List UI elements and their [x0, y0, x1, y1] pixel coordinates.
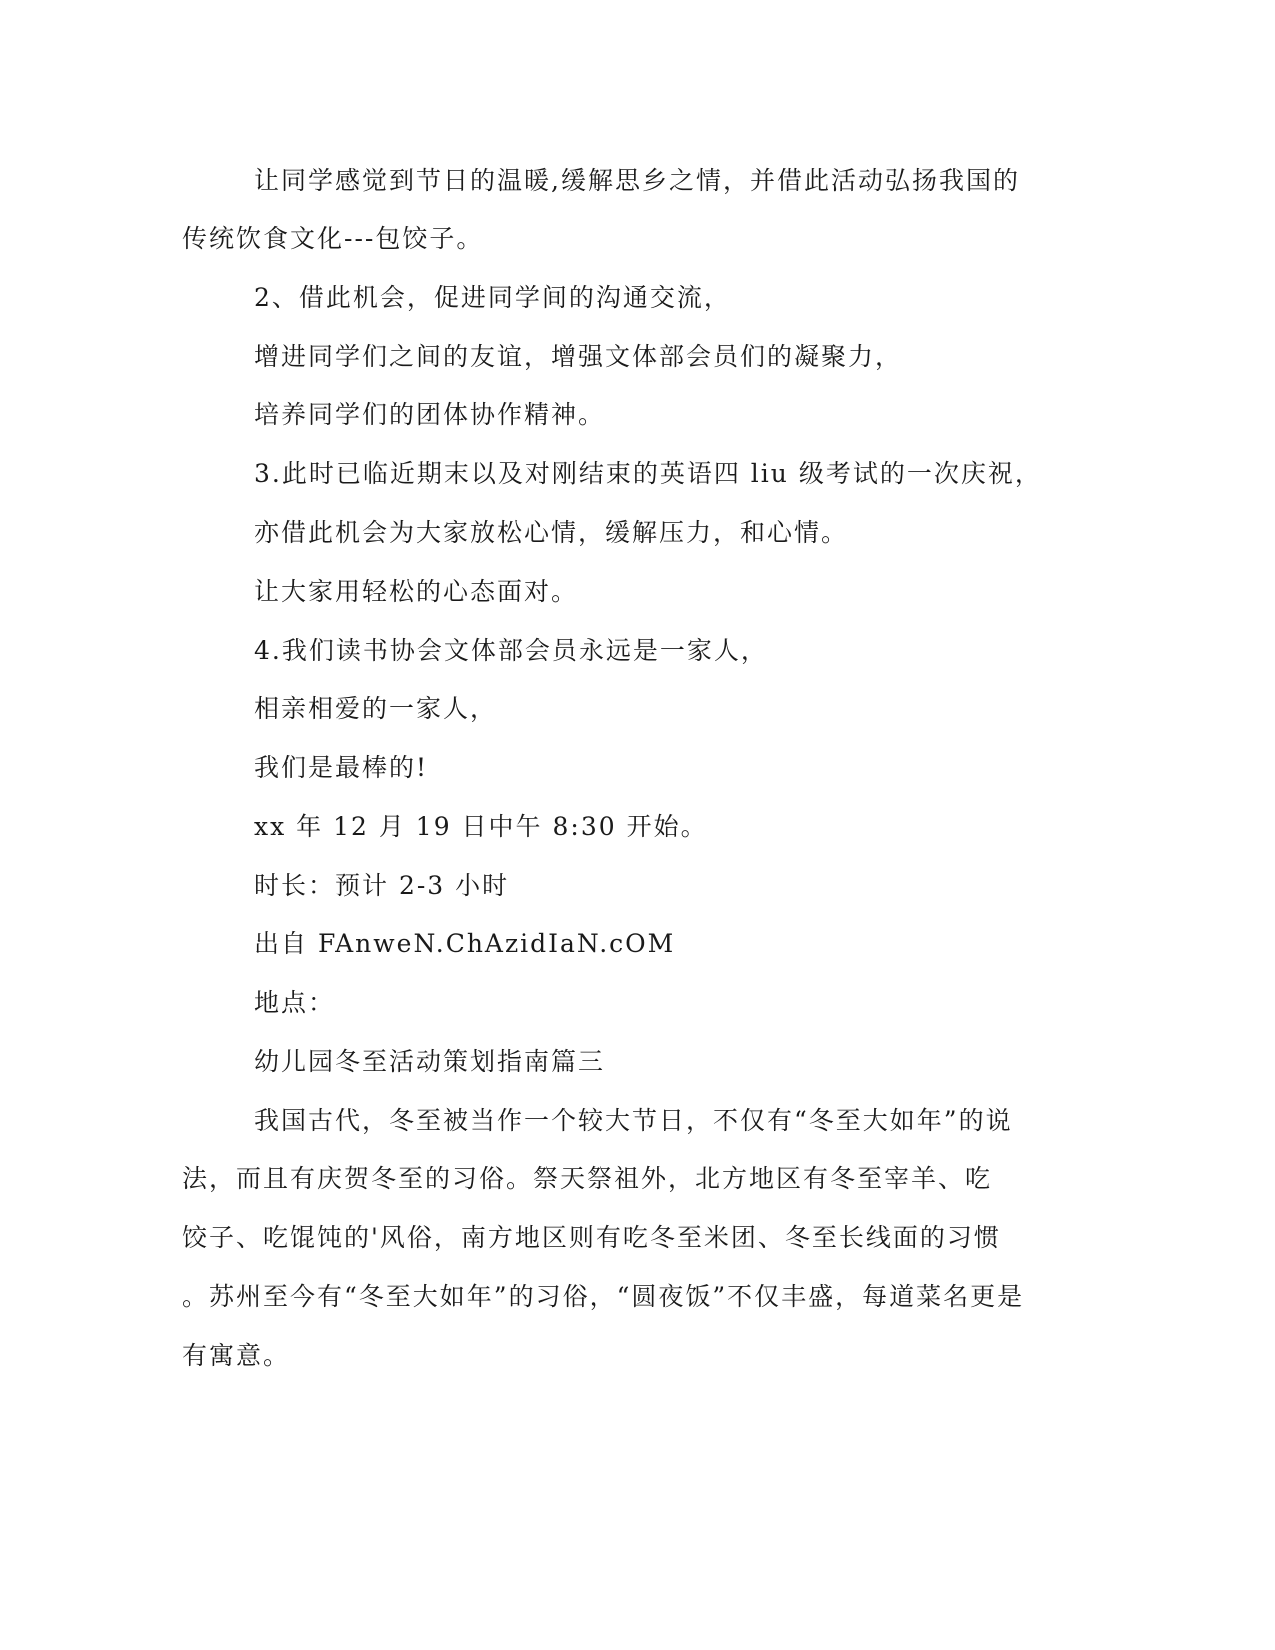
text-line: 3.此时已临近期末以及对刚结束的英语四 liu 级考试的一次庆祝， [254, 459, 1042, 488]
text-line: 让同学感觉到节日的温暖,缓解思乡之情，并借此活动弘扬我国的 [254, 166, 1020, 195]
text-line: 地点： [254, 988, 336, 1017]
text-line: 法，而且有庆贺冬至的习俗。祭天祭祖外，北方地区有冬至宰羊、吃 [182, 1164, 993, 1193]
text-line: 。苏州至今有“冬至大如年”的习俗，“圆夜饭”不仅丰盛，每道菜名更是 [182, 1282, 1025, 1311]
text-line: 相亲相爱的一家人， [254, 694, 498, 723]
text-line: 有寓意。 [182, 1341, 291, 1370]
text-line: 4.我们读书协会文体部会员永远是一家人， [254, 636, 768, 665]
text-line: 2、借此机会，促进同学间的沟通交流， [254, 283, 731, 312]
text-line: 我们是最棒的! [254, 753, 429, 782]
text-line: 让大家用轻松的心态面对。 [254, 577, 579, 606]
text-line: 培养同学们的团体协作精神。 [254, 400, 606, 429]
text-line: 增进同学们之间的友谊，增强文体部会员们的凝聚力， [254, 342, 903, 371]
text-line: 出自 FAnweN.ChAzidIaN.cOM [254, 929, 676, 958]
text-line: 我国古代，冬至被当作一个较大节日，不仅有“冬至大如年”的说 [254, 1106, 1013, 1135]
text-line: 饺子、吃馄饨的'风俗，南方地区则有吃冬至米团、冬至长线面的习惯 [182, 1223, 1001, 1252]
text-line: 亦借此机会为大家放松心情，缓解压力，和心情。 [254, 518, 849, 547]
text-line: xx 年 12 月 19 日中午 8:30 开始。 [254, 812, 708, 841]
section-heading: 幼儿园冬至活动策划指南篇三 [254, 1047, 606, 1076]
text-line: 传统饮食文化---包饺子。 [182, 224, 484, 253]
text-line: 时长：预计 2-3 小时 [254, 871, 510, 900]
